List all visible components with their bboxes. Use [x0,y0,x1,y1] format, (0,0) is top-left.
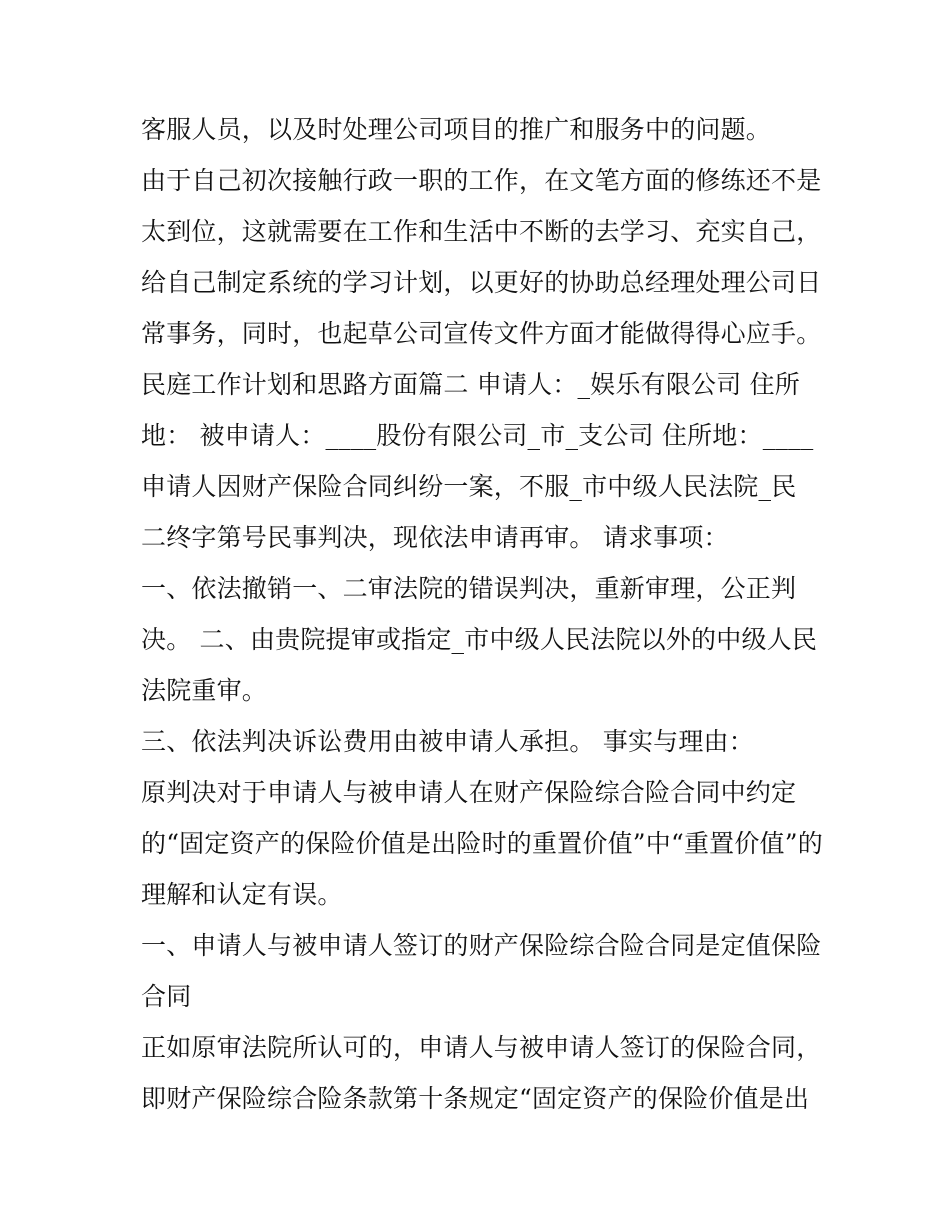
text-line: 一、依法撤销一、二审法院的错误判决，重新审理，公正判 [141,574,797,603]
text-line: 法院重审。 [141,676,268,705]
text-line: 一、申请人与被申请人签订的财产保险综合险合同是定值保险 [141,931,822,960]
text-line: 由于自己初次接触行政一职的工作，在文笔方面的修练还不是 [141,166,822,195]
text-line: 的“固定资产的保险价值是出险时的重置价值”中“重置价值”的 [141,829,823,858]
text-line: 民庭工作计划和思路方面篇二 申请人：_娱乐有限公司 住所 [141,370,800,399]
text-line: 理解和认定有误。 [141,880,343,909]
text-line: 客服人员，以及时处理公司项目的推广和服务中的问题。 [141,115,772,144]
text-line: 三、依法判决诉讼费用由被申请人承担。 事实与理由： [141,727,754,756]
text-line: 给自己制定系统的学习计划，以更好的协助总经理处理公司日 [141,268,822,297]
text-line: 申请人因财产保险合同纠纷一案，不服_市中级人民法院_民 [141,472,797,501]
text-line: 合同 [141,982,192,1011]
text-line: 正如原审法院所认可的，申请人与被申请人签订的保险合同， [141,1033,822,1062]
text-line: 即财产保险综合险条款第十条规定“固定资产的保险价值是出 [141,1084,810,1113]
text-line: 太到位，这就需要在工作和生活中不断的去学习、充实自己， [141,217,822,246]
text-line: 原判决对于申请人与被申请人在财产保险综合险合同中约定 [141,778,797,807]
text-line: 二终字第号民事判决，现依法申请再审。 请求事项： [141,523,729,552]
text-line: 地： 被申请人：____股份有限公司_市_支公司 住所地：____ [141,421,814,450]
text-line: 决。 二、由贵院提审或指定_市中级人民法院以外的中级人民 [141,625,818,654]
text-line: 常事务，同时，也起草公司宣传文件方面才能做得得心应手。 [141,319,822,348]
